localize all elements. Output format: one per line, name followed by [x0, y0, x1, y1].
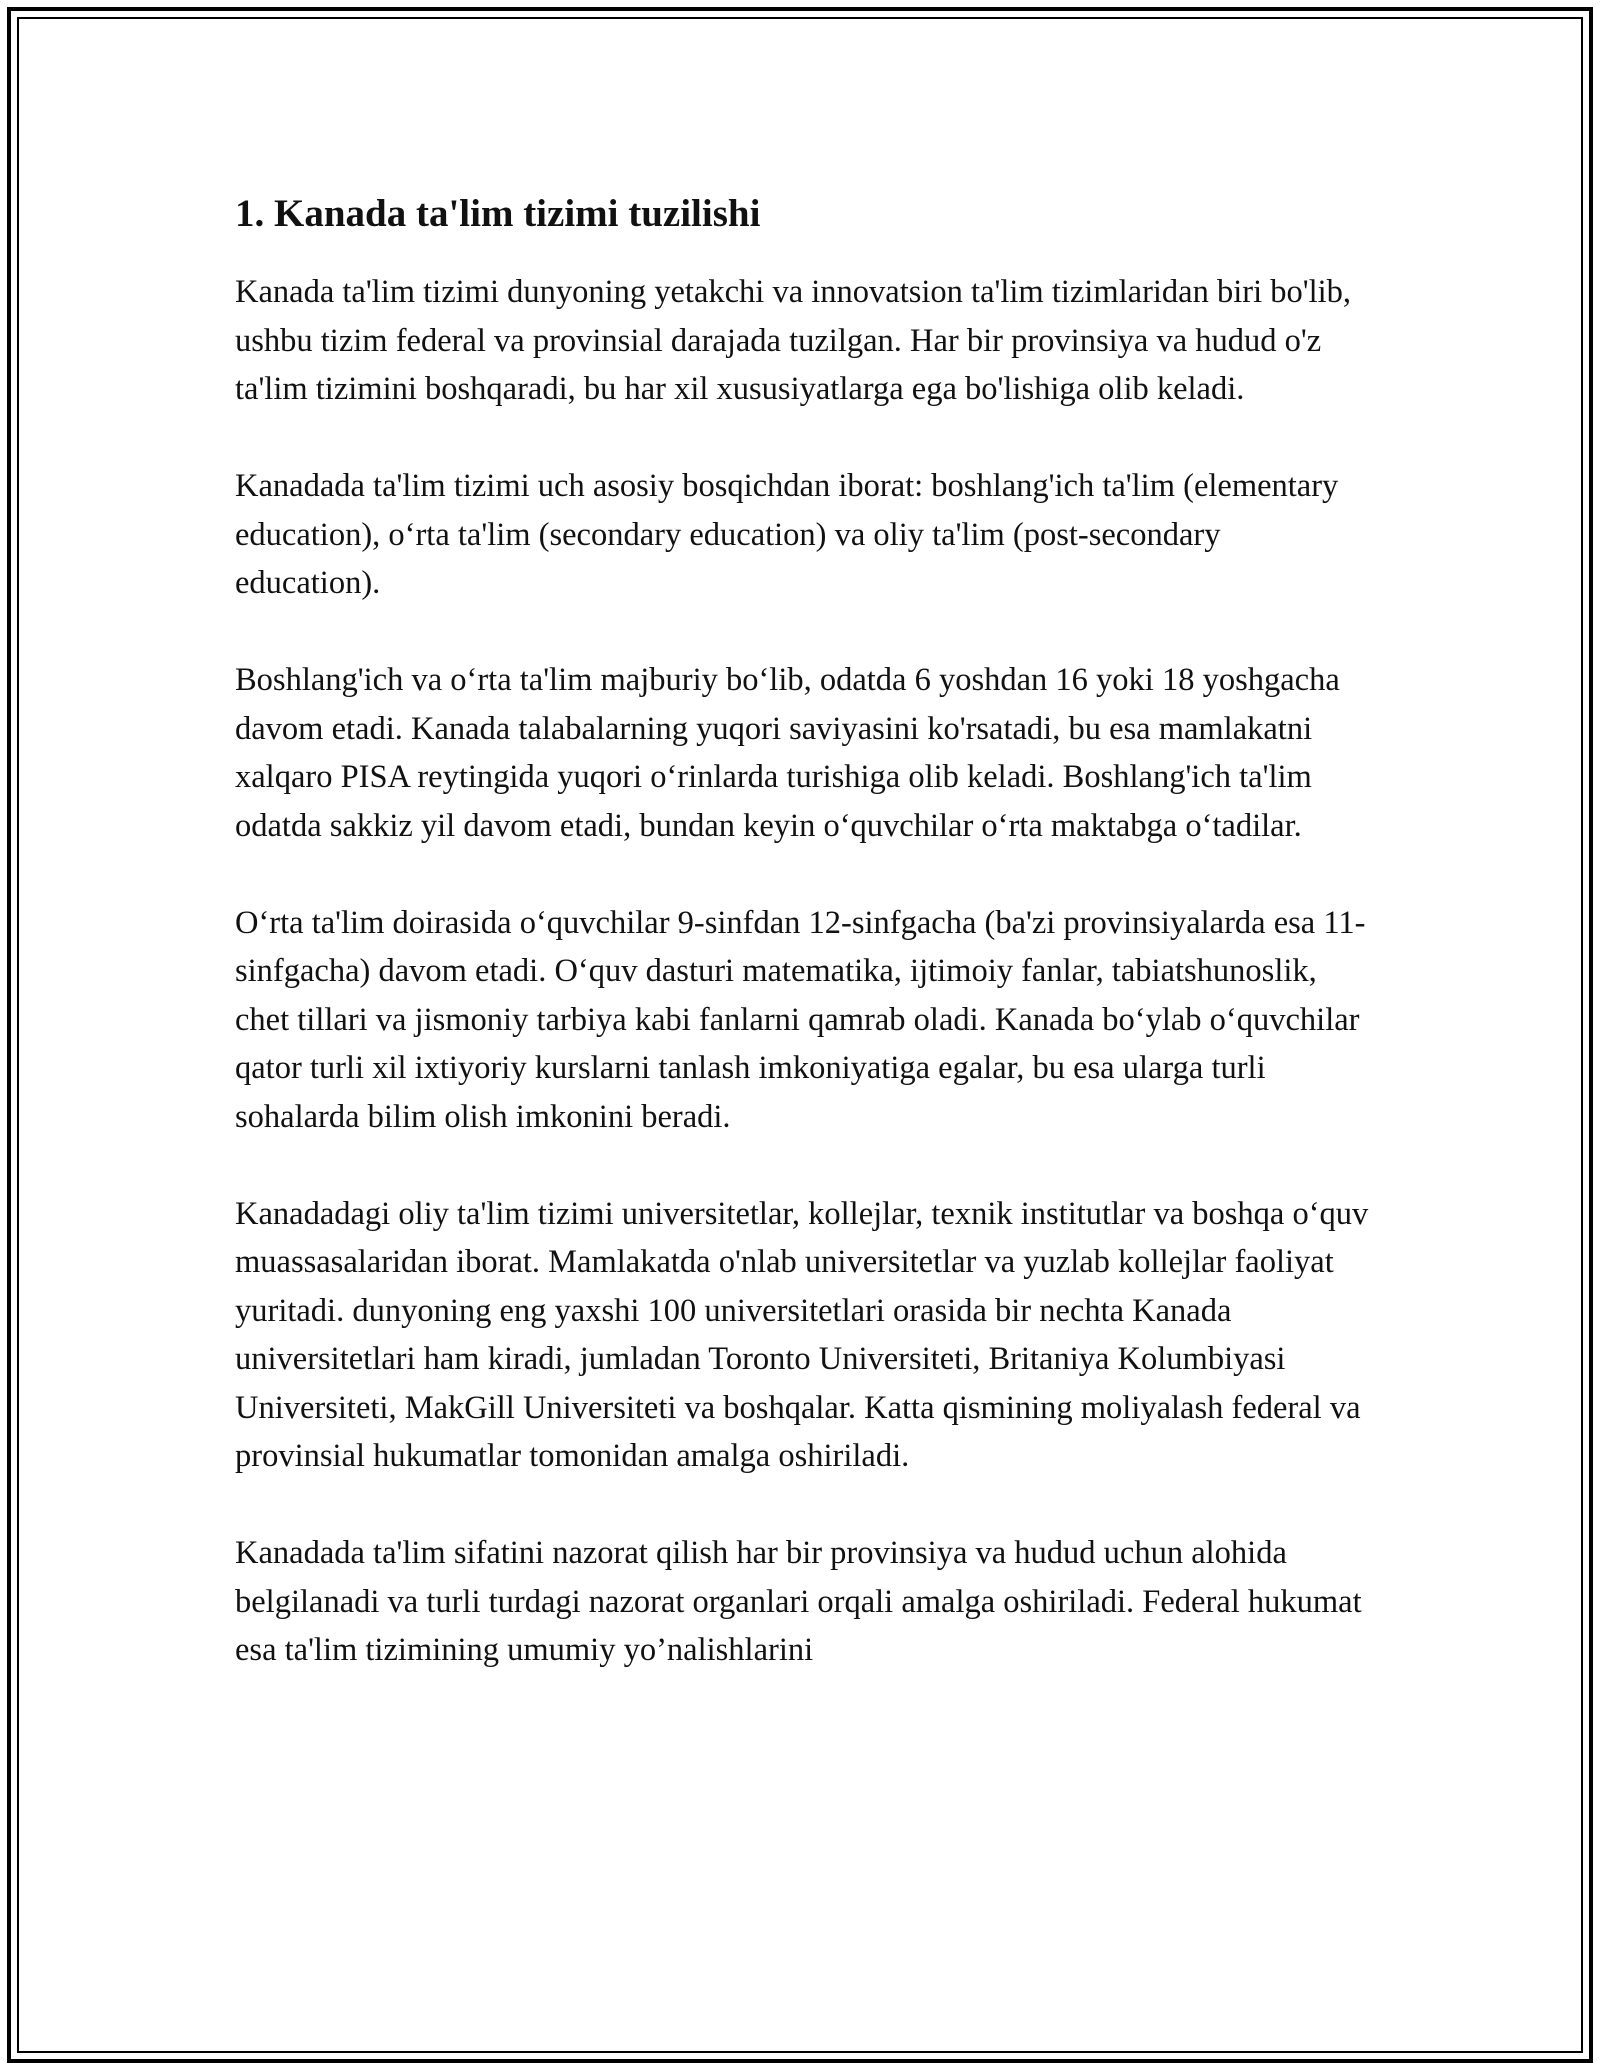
paragraph-stages: Kanadada ta'lim tizimi uch asosiy bosqichdan iborat: boshlang'ich ta'lim (elementary education), o‘rta ta'lim (secondary education) va oliy ta'lim (post-secondary education).	[235, 468, 1339, 601]
paragraph-secondary-education: O‘rta ta'lim doirasida o‘quvchilar 9-sinfdan 12-sinfgacha (ba'zi provinsiyalarda esa 11-sinfgacha) davom etadi. O‘quv dasturi matematika, ijtimoiy fanlar, tabiatshunoslik, chet tillari va jismoniy tarbiya kabi fanlarni qamrab oladi. Kanada bo‘ylab o‘quvchilar qator turli xil ixtiyoriy kurslarni tanlash imkoniyatiga egalar, bu esa ularga turli sohalarda bilim olish imkonini beradi.	[235, 904, 1366, 1135]
section-heading: 1. Kanada ta'lim tizimi tuzilishi	[235, 192, 761, 235]
paragraph-primary-education: Boshlang'ich va o‘rta ta'lim majburiy bo‘lib, odatda 6 yoshdan 16 yoki 18 yoshgacha davom etadi. Kanada talabalarning yuqori saviyasini ko'rsatadi, bu esa mamlakatni xalqaro PISA reytingida yuqori o‘rinlarda turishiga olib keladi. Boshlang'ich ta'lim odatda sakkiz yil davom etadi, bundan keyin o‘quvchilar o‘rta maktabga o‘tadilar.	[235, 662, 1340, 844]
paragraph-quality-control: Kanadada ta'lim sifatini nazorat qilish har bir provinsiya va hudud uchun alohida belgilanadi va turli turdagi nazorat organlari orqali amalga oshiriladi. Federal hukumat esa ta'lim tizimining umumiy yo’nalishlarini	[235, 1535, 1362, 1668]
document-body	[235, 186, 1370, 1675]
paragraph-intro: Kanada ta'lim tizimi dunyoning yetakchi va innovatsion ta'lim tizimlaridan biri bo'lib, ushbu tizim federal va provinsial darajada tuzilgan. Har bir provinsiya va hudud o'z ta'lim tizimini boshqaradi, bu har xil xususiyatlarga ega bo'lishiga olib keladi.	[235, 274, 1352, 407]
paragraph-higher-education: Kanadadagi oliy ta'lim tizimi universitetlar, kollejlar, texnik institutlar va boshqa o‘quv muassasalaridan iborat. Mamlakatda o'nlab universitetlar va yuzlab kollejlar faoliyat yuritadi. dunyoning eng yaxshi 100 universitetlari orasida bir nechta Kanada universitetlari ham kiradi, jumladan Toronto Universiteti, Britaniya Kolumbiyasi Universiteti, MakGill Universiteti va boshqalar. Katta qismining moliyalash federal va provinsial hukumatlar tomonidan amalga oshiriladi.	[235, 1195, 1369, 1474]
